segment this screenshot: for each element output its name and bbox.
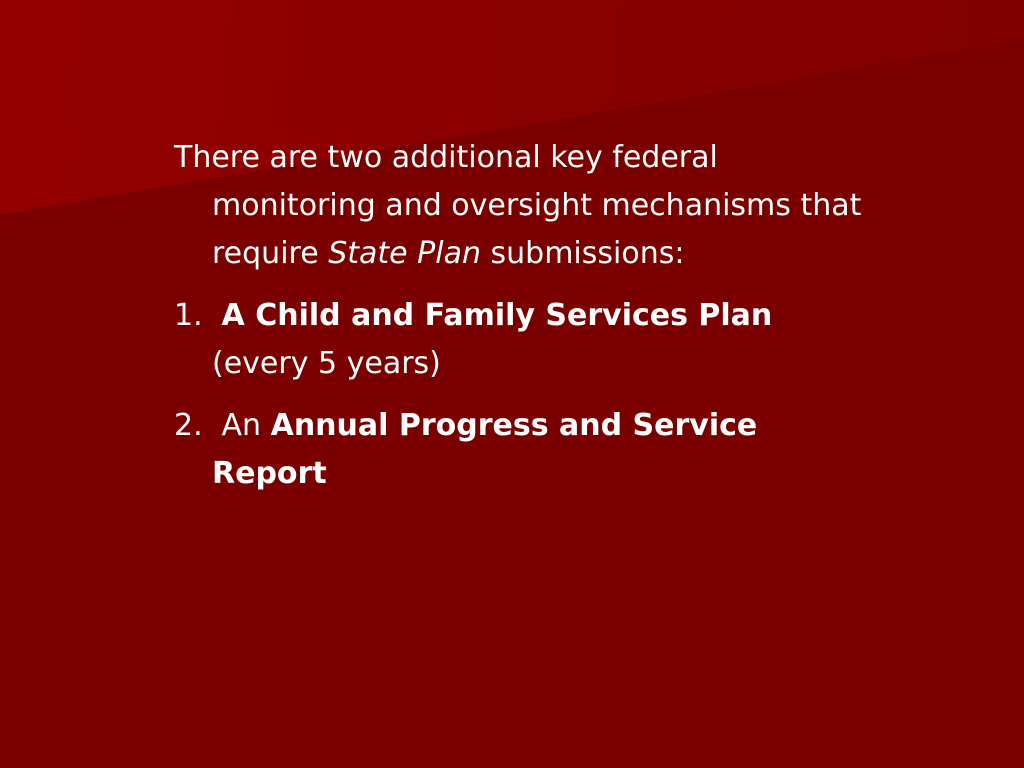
intro-emphasis: State Plan bbox=[328, 236, 481, 271]
list-item bbox=[174, 292, 874, 388]
intro-text-after: submissions: bbox=[480, 236, 685, 271]
slide-body bbox=[174, 134, 874, 512]
list-item-title: A Child and Family Services Plan bbox=[221, 298, 773, 333]
list-item-prefix bbox=[212, 298, 222, 333]
list-item-prefix: An bbox=[212, 408, 271, 443]
list-item-number: 2. bbox=[174, 408, 203, 443]
intro-paragraph bbox=[174, 134, 874, 278]
list-item bbox=[174, 402, 874, 498]
intro-text-before: There are two additional key federal monitoring and oversight mechanisms that require bbox=[174, 140, 862, 271]
list-item-title: Annual Progress and Service Report bbox=[212, 408, 758, 491]
list-item-number: 1. bbox=[174, 298, 203, 333]
list-item-suffix: (every 5 years) bbox=[212, 346, 441, 381]
